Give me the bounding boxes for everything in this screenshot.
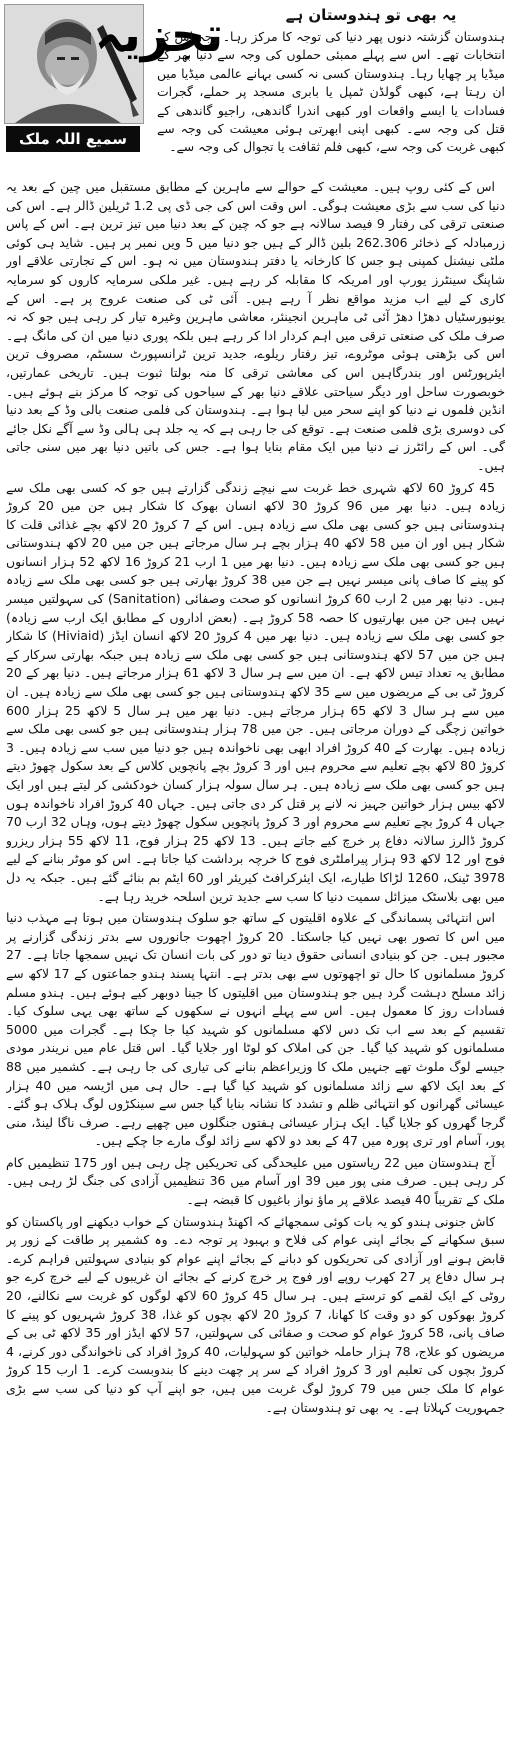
article-body — [6, 178, 505, 1746]
article-paragraph: اس انتہائی پسماندگی کے علاوہ اقلیتوں کے ساتھ جو سلوک ہندوستان میں ہوتا ہے مہذب دنیا میں اس کا تصور بھی نہیں کیا جاسکتا۔ 20 کروڑ اچھوت جانوروں سے بدتر زندگی گزارنے پر مجبور ہیں۔ جن کو بنیادی انسانی حقوق دینا تو دور کی بات انسان تک نہیں سمجھا جاتا ہے۔ 27 کروڑ مسلمانوں کا حال تو اچھوتوں سے بھی بدتر ہے۔ انتہا پسند ہندو جماعتوں کے 17 لاکھ سے زائد مسلح دہشت گرد ہیں جو ہندوستان میں اقلیتوں کا جینا دوبھر کیے ہوئے ہیں۔ ہندو مسلم فسادات روز کا معمول ہیں۔ اس سے پہلے انہوں نے سکھوں کے ساتھ بھی یہی سلوک کیا۔ تقسیم کے بعد سے اب تک دس لاکھ مسلمانوں کو شہید کیا جا چکا ہے۔ گجرات میں 5000 مسلمانوں کو شہید کیا گیا۔ جن کی املاک کو لوٹا اور جلایا گیا۔ اس قتل عام میں نریندر مودی جیسے لوگ ملوث تھے جنہیں ملک کا وزیراعظم بنانے کی تیاری کی جا رہی ہے۔ کشمیر میں 88 کے بعد ایک لاکھ سے زائد مسلمانوں کو شہید کیا گیا ہے۔ حال ہی میں اڑیسہ میں 40 ہزار عیسائی گھرانوں کو انتہائی ظلم و تشدد کا نشانہ بنایا گیا جس سے سینکڑوں لوگ ہلاک ہو گئے۔ گرجا گھروں کو جلایا گیا۔ ایک ہزار عیسائی ہفتوں جنگلوں میں چھپے رہے۔ صرف ناگا لینڈ، منی پور، آسام اور تری پورہ میں 47 کے بعد دو لاکھ سے زائد لوگ مارے جا چکے ہیں۔ — [6, 910, 505, 1149]
article-paragraph: آج ہندوستان میں 22 ریاستوں میں علیحدگی کی تحریکیں چل رہی ہیں اور 175 تنظیمیں کام کر رہی ہیں۔ صرف منی پور میں 39 اور آسام میں 36 تنظیمیں آزادی کی جنگ لڑ رہی ہیں۔ ملک کے تقریباً 40 فیصد علاقے پر ماؤ نواز باغیوں کا قبضہ ہے۔ — [6, 1154, 505, 1208]
article-header — [0, 0, 511, 178]
author-byline: سمیع اللہ ملک — [6, 126, 140, 152]
intro-paragraph: ہندوستان گزشتہ دنوں پھر دنیا کی توجہ کا مرکز رہا۔ وجہ اس کے انتخابات تھے۔ اس سے پہلے ممبئی حملوں کی وجہ سے دنیا بھر کے میڈیا پر چھایا رہا۔ ہندوستان کسی نہ کسی بہانے عالمی میڈیا میں ان رہتا ہے، کبھی گولڈن ٹمپل یا بابری مسجد پر حملے، گجرات فسادات یا ایسے واقعات اور کبھی اندرا گاندھی، راجیو گاندھی کے قتل کی وجہ سے۔ کبھی اپنی ابھرتی ہوئی معیشت کی وجہ سے کبھی غربت کی وجہ سے، کبھی فلم ثقافت یا تجوال کی وجہ سے۔ — [157, 29, 505, 155]
article-paragraph: اس کے کئی روپ ہیں۔ معیشت کے حوالے سے ماہرین کے مطابق مستقبل میں چین کے بعد یہ دنیا کی سب سے بڑی معیشت ہوگی۔ اس وقت اس کی جی ڈی پی 1.2 ٹریلین ڈالر ہے۔ اس کی صنعتی ترقی کی رفتار 9 فیصد سالانہ ہے جو کہ چین کے بعد دنیا میں تیز ترین ہے۔ اس کے پاس زرمبادلہ کے ذخائر 262.306 بلین ڈالر کے ہیں جو دنیا میں 5 ویں نمبر پر ہیں۔ شاید ہی کوئی ملٹی نیشنل کمپنی ہو جس کا کارخانہ یا دفتر ہندوستان میں نہ ہو۔ اس کے تجارتی علاقے اور شاپنگ سینٹرز یورپ اور امریکہ کا مقابلہ کر رہے ہیں۔ غیر ملکی سرمایہ کاروں کو سرمایہ کاری کے لیے اب مزید مواقع نظر آ رہے ہیں۔ آئی ٹی کی صنعت عروج پر ہے۔ اس کے یونیورسٹیاں دھڑا دھڑ آئی ٹی ماہرین انجینئر، معاشی ماہرین وغیرہ تیار کر رہی ہیں جو کہ نہ صرف ملک کی صنعتی ترقی میں اہم کردار ادا کر رہے ہیں بلکہ پوری دنیا میں ان کی مانگ ہے۔ اس کی بڑھتی ہوئی موٹروے، تیز رفتار ریلوے، جدید ترین ٹرانسپورٹ سسٹم، مصروف ترین ایئرپورٹس اور بندرگاہیں اس کی معاشی ترقی کا منہ بولتا ثبوت ہیں۔ تاریخی عمارتیں، خوبصورت ساحل اور دیگر سیاحتی علاقے دنیا بھر کے سیاحوں کی توجہ کا مرکز بنے ہوئے ہیں۔ انڈین فلموں نے دنیا کو اپنے سحر میں لیا ہوا ہے۔ ہندوستان کی فلمی صنعت بالی وڈ کے بعد دنیا کی دوسری بڑی فلمی صنعت ہے۔ توقع کی جا رہی ہے کہ یہ جلد ہی ہالی وڈ سے آگے نکل جائے گی۔ اس کے رائٹرز نے دنیا میں ایک مقام بنایا ہوا ہے۔ جس کی باتیں دنیا بھر میں سنی جاتی ہیں۔ — [6, 179, 505, 473]
article-intro — [157, 28, 505, 176]
article-headline: یہ بھی تو ہندوستان ہے — [285, 6, 457, 24]
column-logo: تجزیہ — [94, 7, 224, 63]
article-paragraph: کاش جنونی ہندو کو یہ بات کوئی سمجھائے کہ اکھنڈ ہندوستان کے خواب دیکھنے اور پاکستان کو سبق سکھانے کے بجائے اپنی عوام کی فلاح و بہبود پر توجہ دے۔ وہ کشمیر پر طاقت کے زور پر قابض ہونے اور آزادی کی تحریکوں کو دبانے کے بجائے اپنے عوام کو بنیادی سہولتیں فراہم کرے۔ ہر سال دفاع پر 27 کھرب روپے اور فوج پر خرچ کرنے کے بجائے ان غریبوں کے لیے خرچ کرے جو روٹی کے ایک لقمے کو ترستے ہیں۔ ہر سال 45 کروڑ 60 لاکھ لوگوں کو غربت سے نکالنے، 20 کروڑ بھوکوں کو دو وقت کا کھانا، 7 کروڑ 20 لاکھ بچوں کو غذا، 38 کروڑ شہریوں کو پینے کا صاف پانی، 58 کروڑ عوام کو صحت و صفائی کی سہولتیں، 57 لاکھ ایڈز اور 35 لاکھ ٹی بی کے مریضوں کو علاج، 78 ہزار حاملہ خواتین کو سہولیات، 40 کروڑ افراد کی ناخواندگی دور کرنے، 4 کروڑ بچوں کی تعلیم اور 3 کروڑ افراد کے سر پر چھت دینے کا بندوبست کرے۔ 1 ارب 15 کروڑ عوام کا ملک جس میں 79 کروڑ لوگ غربت میں ہیں، جو اپنے آپ کو دنیا کی سب سے بڑی جمہوریت کہلاتا ہے۔ یہ بھی تو ہندوستان ہے۔ — [6, 1213, 505, 1415]
article-paragraph: 45 کروڑ 60 لاکھ شہری خط غربت سے نیچے زندگی گزارتے ہیں جو کہ کسی بھی ملک سے زیادہ ہیں۔ دنیا بھر میں 96 کروڑ 30 لاکھ انسان بھوک کا شکار ہیں جن میں 20 کروڑ ہندوستانی ہیں جو کسی بھی ملک سے زیادہ ہیں۔ اس کے 7 کروڑ 20 لاکھ بچے غذائی قلت کا شکار ہیں اور ان میں 58 لاکھ 40 ہزار بچے ہر سال مرجاتے ہیں جن میں 20 لاکھ ہندوستانی ہیں جو کسی بھی ملک سے زیادہ ہیں۔ دنیا بھر میں 1 ارب 21 کروڑ 16 لاکھ 52 ہزار انسانوں کو پینے کا صاف پانی میسر نہیں ہے جن میں 38 کروڑ بھارتی ہیں جو کسی بھی ملک سے زیادہ ہیں۔ دنیا بھر میں 2 ارب 60 کروڑ انسانوں کو صحت وصفائی (Sanitation) کی سہولتیں میسر نہیں ہیں جن میں بھارتیوں کا حصہ 58 کروڑ ہے۔ (بعض اداروں کے مطابق ایک ارب سے زیادہ) جو کسی بھی ملک سے زیادہ ہیں۔ دنیا بھر میں 4 کروڑ 20 لاکھ انسان ایڈز (Hiviaid) کا شکار ہیں جن میں 57 لاکھ ہندوستانی ہیں جو کسی بھی ملک سے زیادہ ہیں جبکہ بھارتی سرکار کے مطابق یہ تعداد تیس لاکھ ہے۔ ان میں سے ہر سال 3 لاکھ 61 ہزار مرجاتے ہیں۔ دنیا بھر کے 20 کروڑ ٹی بی کے مریضوں میں سے 35 لاکھ ہندوستانی ہیں جو کسی بھی ملک سے زیادہ ہیں۔ ان میں سے ہر سال 3 لاکھ 65 ہزار مرجاتے ہیں۔ دنیا بھر میں ہر سال 5 لاکھ 25 ہزار 600 خواتین زچگی کے دوران مرجاتی ہیں۔ جن میں 78 ہزار ہندوستانی ہیں جو کسی بھی ملک سے زیادہ ہیں۔ بھارت کے 40 کروڑ افراد ابھی بھی ناخواندہ ہیں جو دنیا میں سب سے زیادہ ہیں۔ 3 کروڑ 80 لاکھ بچے تعلیم سے محروم ہیں اور 3 کروڑ بچے پانچویں کلاس کے بعد سکول چھوڑ دیتے ہیں جو کسی بھی ملک سے زیادہ ہیں۔ ہر سال سولہ ہزار کسان خودکشی کر لیتے ہیں اور ایک لاکھ بیس ہزار خواتین جہیز نہ لانے پر قتل کر دی جاتی ہیں۔ جہاں 40 کروڑ افراد ناخواندہ ہوں جہاں 4 کروڑ بچے تعلیم سے محروم اور 3 کروڑ پانچویں سکول چھوڑ دیتے ہوں، وہاں 32 ارب 70 کروڑ ڈالرز سالانہ دفاع پر خرچ کیے جاتے ہیں۔ 13 لاکھ 25 ہزار فوج، 11 لاکھ 55 ہزار ریزرو فوج اور 12 لاکھ 93 ہزار پیراملٹری فوج کا خرچہ برداشت کیا جاتا ہے۔ اس کو موٹر بنانے کے لیے 3978 ٹینک، 1260 لڑاکا طیارے، ایک ایئرکرافٹ کیریئر اور 60 ایٹم بم بنائے گئے ہیں۔ جبکہ یہ دل میں بھی بلاسٹک میزائل سمیت دنیا کا سب سے جدید ترین اسلحہ خرید رہا ہے۔ — [6, 479, 505, 904]
